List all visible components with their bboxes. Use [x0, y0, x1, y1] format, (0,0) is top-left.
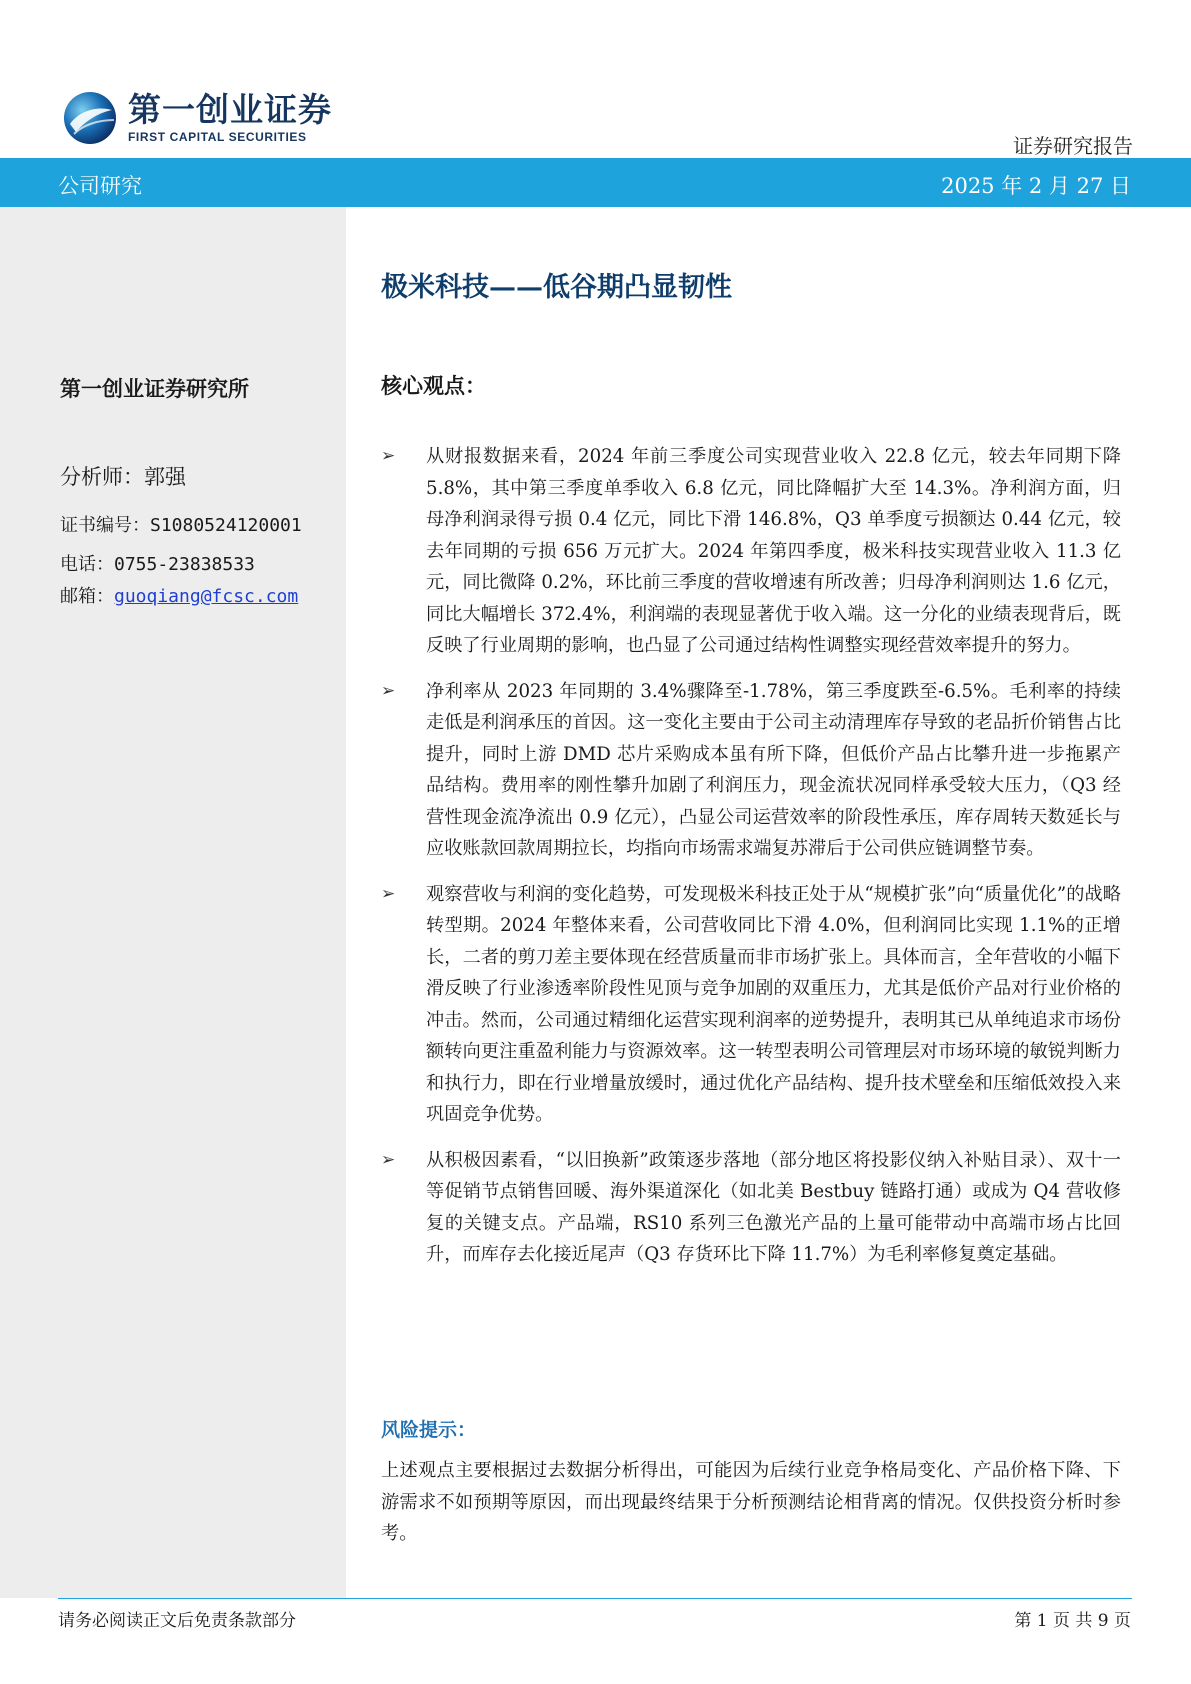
- list-item: [381, 441, 1121, 662]
- email-label: 邮箱：: [60, 586, 114, 607]
- analyst-name: 郭强: [144, 465, 186, 489]
- phone-line: [60, 550, 255, 576]
- globe-logo-icon: [62, 90, 118, 146]
- phone-label: 电话：: [60, 554, 114, 575]
- risk-text: 上述观点主要根据过去数据分析得出，可能因为后续行业竞争格局变化、产品价格下降、下游需求不如预期等原因，而出现最终结果于分析预测结论相背离的情况。仅供投资分析时参考。: [381, 1460, 1121, 1544]
- cert-label: 证书编号：: [60, 515, 150, 536]
- logo-english-name: FIRST CAPITAL SECURITIES: [128, 130, 307, 144]
- core-views-list: [381, 441, 1121, 1285]
- bullet-text: 从财报数据来看，2024 年前三季度公司实现营业收入 22.8 亿元，较去年同期下降 5.8%，其中第三季度单季收入 6.8 亿元，同比降幅扩大至 14.3%。净利润方面，归母净利润录得亏损 0.4 亿元，同比下滑 146.8%，Q3 单季度亏损额达 0.44 亿元，较去年同期的亏损 656 万元扩大。2024 年第四季度，极米科技实现营业收入 11.3 亿元，同比微降 0.2%，环比前三季度的营收增速有所改善；归母净利润则达 1.6 亿元，同比大幅增长 372.4%，利润端的表现显著优于收入端。这一分化的业绩表现背后，既反映了行业周期的影响，也凸显了公司通过结构性调整实现经营效率提升的努力。: [426, 446, 1121, 656]
- risk-heading: 风险提示：: [381, 1419, 477, 1441]
- list-item: [381, 1145, 1121, 1271]
- report-type-label: 证券研究报告: [1013, 134, 1133, 158]
- email-line: [60, 582, 298, 608]
- logo-chinese-name: 第一创业证券: [128, 90, 332, 129]
- core-views-heading: 核心观点：: [381, 373, 486, 398]
- phone-number: 0755-23838533: [114, 554, 255, 575]
- header-band: [0, 158, 1191, 207]
- list-item: [381, 676, 1121, 865]
- page-number: 第 1 页 共 9 页: [1014, 1611, 1131, 1631]
- report-date: 2025 年 2 月 27 日: [941, 174, 1131, 198]
- report-title: 极米科技——低谷期凸显韧性: [381, 272, 732, 303]
- bullet-text: 从积极因素看，“以旧换新”政策逐步落地（部分地区将投影仪纳入补贴目录）、双十一等促销节点销售回暖、海外渠道深化（如北美 Bestbuy 链路打通）或成为 Q4 营收修复的关键支点。产品端，RS10 系列三色激光产品的上量可能带动中高端市场占比回升，而库存去化接近尾声（Q3 存货环比下降 11.7%）为毛利率修复奠定基础。: [426, 1149, 1121, 1265]
- list-item: [381, 879, 1121, 1131]
- arrow-bullet-icon: ➢: [381, 680, 396, 701]
- email-link[interactable]: guoqiang@fcsc.com: [114, 586, 299, 607]
- company-logo: [62, 90, 332, 146]
- arrow-bullet-icon: ➢: [381, 446, 396, 466]
- cert-number: S1080524120001: [150, 515, 302, 536]
- footer-disclaimer: 请务必阅读正文后免责条款部分: [58, 1611, 296, 1631]
- arrow-bullet-icon: ➢: [381, 883, 396, 904]
- analyst-label: 分析师：: [60, 465, 144, 489]
- section-label: 公司研究: [58, 174, 142, 198]
- bullet-text: 净利率从 2023 年同期的 3.4%骤降至-1.78%，第三季度跌至-6.5%。毛利率的持续走低是利润承压的首因。这一变化主要由于公司主动清理库存导致的老品折价销售占比提升，同时上游 DMD 芯片采购成本虽有所下降，但低价产品占比攀升进一步拖累产品结构。费用率的刚性攀升加剧了利润压力，现金流状况同样承受较大压力，（Q3 经营性现金流净流出 0.9 亿元），凸显公司运营效率的阶段性承压，库存周转天数延长与应收账款回款周期拉长，均指向市场需求端复苏滞后于公司供应链调整节奏。: [426, 680, 1121, 859]
- analyst-line: [60, 461, 186, 491]
- bullet-text: 观察营收与利润的变化趋势，可发现极米科技正处于从“规模扩张”向“质量优化”的战略转型期。2024 年整体来看，公司营收同比下滑 4.0%，但利润同比实现 1.1%的正增长，二者的剪刀差主要体现在经营质量而非市场扩张上。具体而言，全年营收的小幅下滑反映了行业渗透率阶段性见顶与竞争加剧的双重压力，尤其是低价产品对行业价格的冲击。然而，公司通过精细化运营实现利润率的逆势提升，表明其已从单纯追求市场份额转向更注重盈利能力与资源效率。这一转型表明公司管理层对市场环境的敏锐判断力和执行力，即在行业增量放缓时，通过优化产品结构、提升技术壁垒和压缩低效投入来巩固竞争优势。: [426, 883, 1121, 1125]
- research-institute: 第一创业证券研究所: [60, 376, 249, 401]
- sidebar: [0, 207, 346, 1598]
- footer-divider: [58, 1598, 1132, 1599]
- arrow-bullet-icon: ➢: [381, 1149, 396, 1170]
- cert-line: [60, 511, 302, 537]
